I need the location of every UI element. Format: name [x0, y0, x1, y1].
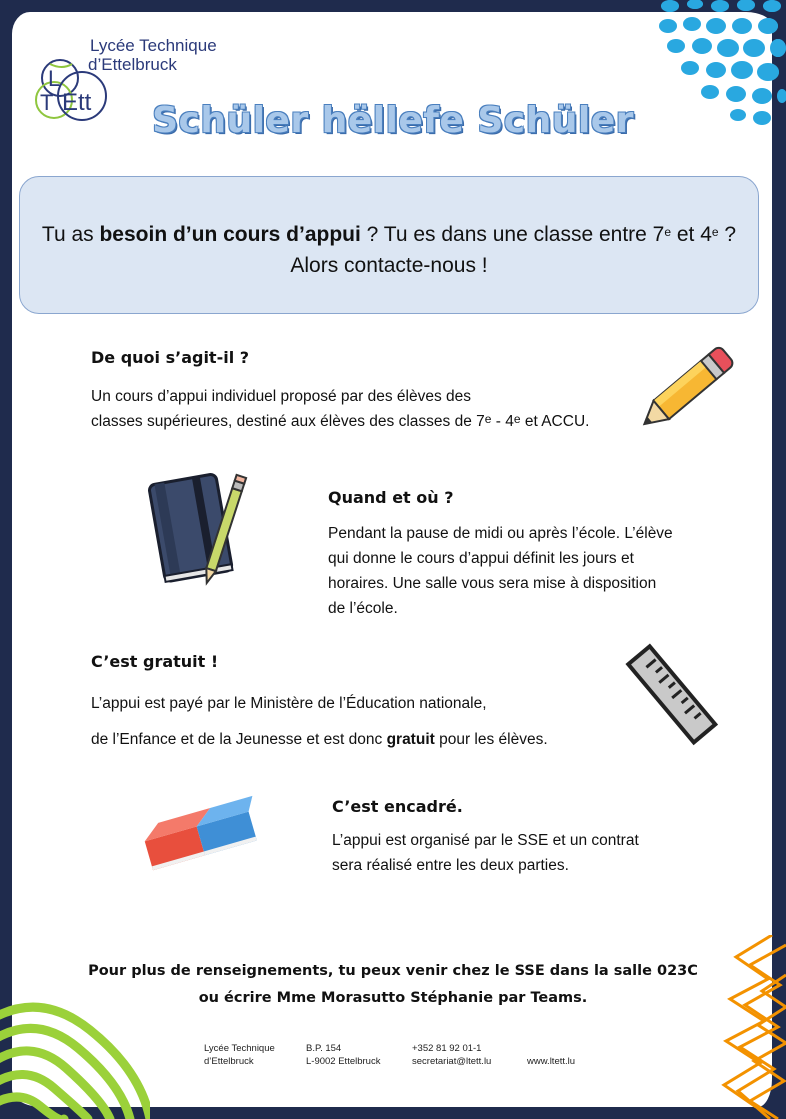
footer-email-link[interactable]: secretariat@ltett.lu [412, 1056, 492, 1067]
section1-line1: Un cours d’appui individuel proposé par des élèves des [91, 388, 471, 405]
footer-address [306, 1042, 380, 1068]
intro-sup2: e [711, 225, 719, 239]
contact-note [0, 958, 786, 1012]
svg-text:T: T [40, 90, 54, 115]
notebook-icon [145, 470, 250, 592]
section2-line4: de l’école. [328, 600, 398, 617]
intro-text-and: et 4 [671, 223, 712, 246]
section2-text [328, 521, 673, 621]
section1-line2-pre: classes supérieures, destiné aux élèves des classes de 7 [91, 413, 485, 430]
section1-sup2: e [513, 412, 521, 426]
section3-line2-bold: gratuit [386, 731, 435, 748]
footer-bp: B.P. 154 [306, 1043, 342, 1054]
section1-line2-end: et ACCU. [520, 413, 590, 430]
section1-heading: De quoi s’agit-il ? [91, 348, 250, 367]
section3-text [91, 686, 548, 758]
section2-line2: qui donne le cours d’appui définit les jours et [328, 550, 634, 567]
svg-text:Ett: Ett [62, 89, 92, 116]
footer-org [204, 1042, 275, 1068]
section3-line2-end: pour les élèves. [434, 731, 548, 748]
svg-text:L: L [48, 66, 61, 91]
pencil-icon [630, 338, 740, 442]
section4-text [332, 828, 639, 878]
section1-sup1: e [484, 412, 492, 426]
section2-line3: horaires. Une salle vous sera mise à disposition [328, 575, 657, 592]
section4-line2: sera réalisé entre les deux parties. [332, 857, 569, 874]
eraser-icon [138, 790, 260, 872]
intro-line2: Alors contacte-nous ! [290, 254, 488, 277]
intro-box [19, 176, 759, 314]
section1-line2-mid: - 4 [491, 413, 514, 430]
footer-contact [412, 1042, 491, 1068]
contact-line1: Pour plus de renseignements, tu peux venir chez le SSE dans la salle 023C [88, 963, 698, 979]
footer-postcode: L-9002 Ettelbruck [306, 1056, 381, 1067]
section2-line1: Pendant la pause de midi ou après l’école. L’élève [328, 525, 673, 542]
intro-text-mid: ? Tu es dans une classe entre 7 [360, 223, 665, 246]
section2-heading: Quand et où ? [328, 488, 454, 507]
footer-phone: +352 81 92 01-1 [412, 1043, 482, 1054]
section1-text [91, 384, 589, 434]
school-name-line2: d’Ettelbruck [88, 55, 177, 74]
ruler-icon [622, 640, 720, 750]
footer-org-line2: d’Ettelbruck [204, 1056, 254, 1067]
intro-line1 [20, 219, 758, 250]
section3-line1: L’appui est payé par le Ministère de l’Éducation nationale, [91, 695, 487, 712]
intro-sup1: e [664, 225, 672, 239]
school-name-line1: Lycée Technique [90, 36, 217, 55]
section3-heading: C’est gratuit ! [91, 652, 219, 671]
section4-line1: L’appui est organisé par le SSE et un contrat [332, 832, 639, 849]
intro-text-pre: Tu as [41, 223, 100, 246]
section1-line2 [91, 409, 589, 434]
section3-line2 [91, 722, 548, 758]
contact-line2: ou écrire Mme Morasutto Stéphanie par Teams. [198, 990, 588, 1006]
intro-text-end: ? [718, 223, 737, 246]
section4-heading: C’est encadré. [332, 797, 463, 816]
footer-web-link[interactable]: www.ltett.lu [527, 1056, 576, 1067]
footer-org-line1: Lycée Technique [204, 1043, 275, 1054]
intro-text-bold: besoin d’un cours d’appui [99, 223, 361, 246]
page-title: Schüler hëllefe Schüler [152, 100, 634, 141]
section3-line2-pre: de l’Enfance et de la Jeunesse et est donc [91, 731, 387, 748]
